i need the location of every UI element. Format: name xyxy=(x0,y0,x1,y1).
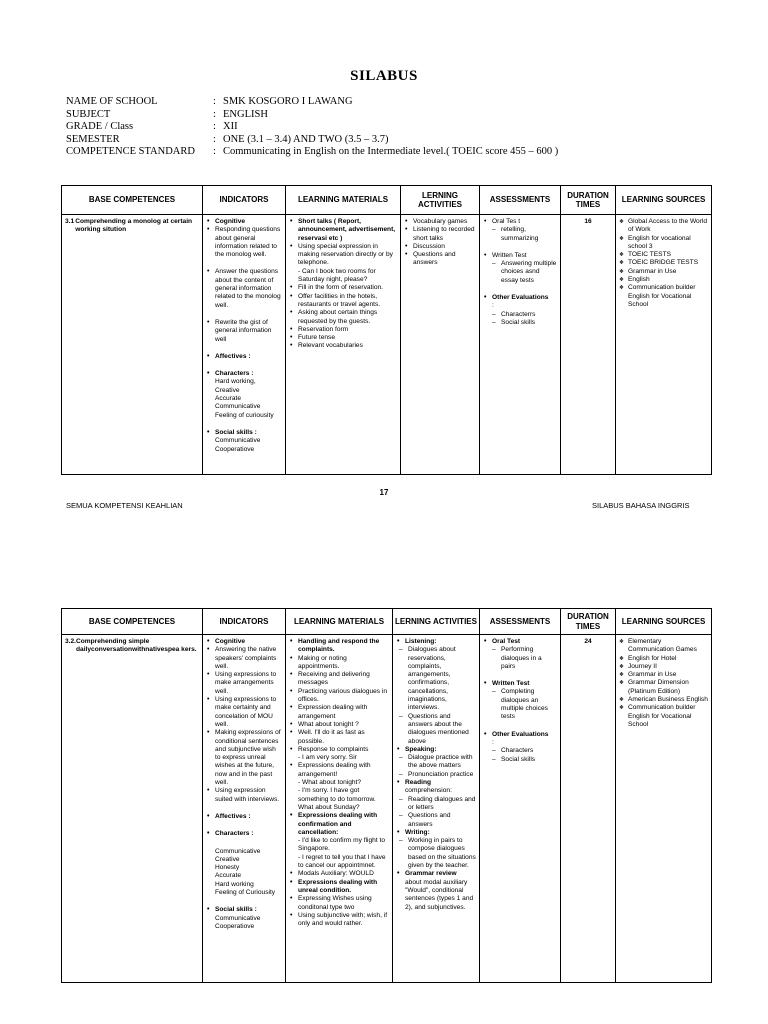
source-item: ❖ American Business English xyxy=(619,696,708,704)
material-item: • Practicing various dialogues in offices. xyxy=(289,688,389,705)
social-item: Cooperatiove xyxy=(215,922,255,930)
activity-heading: • Reading xyxy=(396,779,476,787)
info-value: ENGLISH xyxy=(223,108,268,120)
source-item: ❖ Global Access to the World of Work xyxy=(619,218,708,235)
assessment-detail: – Completing dialoques an multiple choices tests xyxy=(483,688,557,721)
info-label: NAME OF SCHOOL xyxy=(66,96,158,107)
character-item: Feeling of curiousity xyxy=(215,411,274,419)
header-indicators: INDICATORS xyxy=(203,186,286,215)
assessment-detail: – Social skills xyxy=(483,319,557,327)
info-label: SUBJECT xyxy=(66,108,111,120)
material-example: - I am very sorry. Sir xyxy=(298,754,357,762)
indicator-item: • Rewrite the gist of general information well xyxy=(206,319,282,344)
material-item: • Reservation form xyxy=(289,326,397,334)
info-colon: : xyxy=(213,108,216,120)
material-item: • Using subjunctive with; wish, if only and would rather. xyxy=(289,912,389,929)
assessment-item: • Written Test xyxy=(483,680,557,688)
competence-number: 3.2. xyxy=(65,638,76,645)
activity-heading: • Writing: xyxy=(396,829,476,837)
indicator-item: • Using expression suited with interviews. xyxy=(206,787,282,804)
header-duration-times: DURATION TIMES xyxy=(561,186,616,215)
table-row xyxy=(62,635,712,983)
indicator-heading: • Characters : xyxy=(206,830,282,838)
info-colon: : xyxy=(213,133,216,145)
assessment-item: • Other Evaluations xyxy=(483,731,557,739)
header-learning-sources: LEARNING SOURCES xyxy=(616,609,712,635)
indicator-heading: • Social skills : xyxy=(206,906,282,914)
assessment-detail: – Answering multiple choices asnd essay tests xyxy=(483,260,557,285)
assessment-colon: : xyxy=(492,302,494,310)
activity-item: – Dialogue practice with the above matters xyxy=(396,754,476,771)
table-header-row xyxy=(62,186,712,215)
character-item: Hard working, xyxy=(215,378,256,386)
character-item: Accurate xyxy=(215,872,242,880)
source-item: ❖ English xyxy=(619,276,708,284)
footer-left: SEMUA KOMPETENSI KEAHLIAN xyxy=(66,501,183,510)
competence-text: Comprehending simple dailyconversationwithnativespea kers. xyxy=(76,638,197,654)
indicator-heading: • Cognitive xyxy=(206,218,282,226)
activity-item: • Listening to recorded short talks xyxy=(404,226,476,243)
activity-item: – Questions and answers xyxy=(396,812,476,829)
base-competence-cell xyxy=(62,215,203,475)
header-info xyxy=(66,96,558,159)
header-assessments: ASSESSMENTS xyxy=(480,609,561,635)
syllabus-table-2 xyxy=(61,608,712,983)
activity-item: – Working in pairs to compose dialogues based on the situations given by the teacher. xyxy=(396,837,476,870)
material-example: - I'm sorry. I have got something to do tomorrow. What about Sunday? xyxy=(298,787,376,811)
assessment-colon: : xyxy=(492,738,494,746)
character-item: Feeling of Curiousity xyxy=(215,889,276,897)
social-item: Communicative xyxy=(215,437,261,445)
activity-item: • Vocabulary games xyxy=(404,218,476,226)
info-semester xyxy=(66,134,558,147)
source-item: ❖ Elementary Communication Games xyxy=(619,638,708,655)
activities-cell xyxy=(401,215,480,475)
indicator-heading: • Social skills : xyxy=(206,429,282,437)
info-value: Communicating in English on the Intermediate level.( TOEIC score 455 – 600 ) xyxy=(223,146,559,158)
character-item: Communicative xyxy=(215,847,261,855)
assessment-item: • Oral Tes t xyxy=(483,218,557,226)
social-item: Cooperatiove xyxy=(215,445,255,453)
info-colon: : xyxy=(213,96,216,107)
material-example: - Can I book two rooms for Saturday night, please? xyxy=(298,267,376,284)
source-item: ❖ Communication builder English for Vocational School xyxy=(619,704,708,729)
activity-item: – Dialogues about reservations, complaints, arrangements, confirmations, cancellations, imaginations, interviews. xyxy=(396,646,476,712)
material-item: • Asking about certain things requested by the guests. xyxy=(289,309,397,326)
materials-cell xyxy=(286,215,401,475)
character-item: Creative xyxy=(215,855,240,863)
character-item: Hard working xyxy=(215,880,254,888)
base-competence-cell xyxy=(62,635,203,983)
competence-number: 3.1 xyxy=(65,218,75,225)
info-colon: : xyxy=(213,121,216,133)
material-item: • Expressions dealing with arrangement! xyxy=(289,762,389,779)
duration-cell: 16 xyxy=(561,215,616,475)
material-item: • Handling and respond the complaints. xyxy=(289,638,389,655)
activity-item: – Questions and answers about the dialogues mentioned above xyxy=(396,713,476,746)
assessments-cell xyxy=(480,215,561,475)
materials-cell xyxy=(286,635,393,983)
header-base-competences: BASE COMPETENCES xyxy=(62,609,203,635)
table-row xyxy=(62,215,712,475)
material-item: • Modals Auxiliary: WOULD xyxy=(289,870,389,878)
source-item: ❖ English for Hotel xyxy=(619,655,708,663)
activity-subheading: comprehension: xyxy=(405,787,452,795)
source-item: ❖ TOEIC TESTS xyxy=(619,251,708,259)
material-example: - What about tonight? xyxy=(298,779,362,787)
indicator-item: • Using expressions to make arrangements well. xyxy=(206,671,282,696)
material-example: - I'd like to confirm my flight to Singapore. xyxy=(298,837,386,853)
info-value: SMK KOSGORO I LAWANG xyxy=(223,96,353,107)
header-indicators: INDICATORS xyxy=(203,609,286,635)
header-learning-activities: LERNING ACTIVITIES xyxy=(393,609,480,635)
info-label: COMPETENCE STANDARD xyxy=(66,146,195,158)
assessment-item: • Written Test xyxy=(483,252,557,260)
material-example: - I regret to tell you that I have to cancel our appointmnet. xyxy=(298,853,386,870)
activity-heading: • Listening: xyxy=(396,638,476,646)
assessment-detail: – Performing dialoques in a pairs xyxy=(483,646,557,671)
character-item: Communicative xyxy=(215,403,261,411)
material-item: • Offer facilities in the hotels, restaurants or travel agents. xyxy=(289,293,397,310)
material-item: • Expression dealing with arrangement xyxy=(289,704,389,721)
assessment-detail: – retelling, summarizing xyxy=(483,226,557,243)
material-item: • Expressions dealing with unreal condition. xyxy=(289,879,389,896)
material-item: • Relevant vocabularies xyxy=(289,342,397,350)
info-label: GRADE / Class xyxy=(66,121,134,133)
indicator-heading: • Affectives : xyxy=(206,353,282,361)
table-header-row xyxy=(62,609,712,635)
source-item: ❖ Journey II xyxy=(619,663,708,671)
activity-heading: • Grammar review xyxy=(396,870,476,878)
activities-cell xyxy=(393,635,480,983)
info-subject xyxy=(66,109,558,122)
activity-item: about modal auxiliary "Would", conditional sentences (types 1 and 2), and subjunctives. xyxy=(405,878,474,911)
indicator-item: • Answer the questions about the content of general information related to the monolog well. xyxy=(206,268,282,309)
assessment-detail: – Characters xyxy=(483,747,557,755)
info-grade xyxy=(66,121,558,134)
assessment-detail: – Characterrs xyxy=(483,311,557,319)
footer-right: SILABUS BAHASA INGGRIS xyxy=(592,501,690,510)
header-learning-sources: LEARNING SOURCES xyxy=(616,186,712,215)
info-value: ONE (3.1 – 3.4) AND TWO (3.5 – 3.7) xyxy=(223,133,389,145)
source-item: ❖ Grammar in Use xyxy=(619,671,708,679)
page-number: 17 xyxy=(379,488,389,497)
indicator-item: • Using expressions to make certainty and concelation of MOU well. xyxy=(206,696,282,729)
syllabus-table-1 xyxy=(61,185,712,475)
indicator-item: • Responding questions about general information related to the monolog well. xyxy=(206,226,282,259)
indicator-heading: • Characters : xyxy=(206,370,282,378)
header-learning-materials: LEARNING MATERIALS xyxy=(286,609,393,635)
header-assessments: ASSESSMENTS xyxy=(480,186,561,215)
info-colon: : xyxy=(213,146,216,158)
character-item: Accurate xyxy=(215,395,242,403)
material-item: • Well. I'll do it as fast as possible. xyxy=(289,729,389,746)
header-duration-times: DURATION TIMES xyxy=(561,609,616,635)
assessments-cell xyxy=(480,635,561,983)
material-item: • Short talks ( Report, announcement, advertisement, reservasi etc ) xyxy=(289,218,397,243)
material-item: • Using special expression in making reservation directly or by telephone. xyxy=(289,243,397,268)
competence-text: Comprehending a monolog at certain working sitution xyxy=(75,218,193,234)
source-item: ❖ English for vocational school 3 xyxy=(619,235,708,252)
source-item: ❖ Grammar Dimension (Platinum Edition) xyxy=(619,679,708,696)
activity-item: • Questions and answers xyxy=(404,251,476,268)
activity-item: • Discussion xyxy=(404,243,476,251)
activity-heading: • Speaking: xyxy=(396,746,476,754)
source-item: ❖ Grammar in Use xyxy=(619,268,708,276)
assessment-item: • Other Evaluations xyxy=(483,294,557,302)
character-item: Creative xyxy=(215,386,240,394)
activity-item: – Pronunciation practice xyxy=(396,771,476,779)
header-learning-activities: LERNING ACTIVITIES xyxy=(401,186,480,215)
source-item: ❖ Communication builder English for Vocational School xyxy=(619,284,708,309)
material-item: • Receiving and delivering messages xyxy=(289,671,389,688)
info-school xyxy=(66,96,558,109)
indicator-heading: • Cognitive xyxy=(206,638,282,646)
indicator-heading: • Affectives : xyxy=(206,813,282,821)
duration-cell: 24 xyxy=(561,635,616,983)
material-item: • Expressions dealing with confirmation and cancellation: xyxy=(289,812,389,837)
sources-cell xyxy=(616,635,712,983)
material-item: • Expressing Wishes using conditonal type two xyxy=(289,895,389,912)
indicators-cell xyxy=(203,215,286,475)
source-item: ❖ TOEIC BRIDGE TESTS xyxy=(619,259,708,267)
indicators-cell xyxy=(203,635,286,983)
indicator-item: • Answering the native speakers' complaints well. xyxy=(206,646,282,671)
indicator-item: • Making expressions of conditional sentences and subjunctive wish to express unreal wishes at the future, now and in the past well. xyxy=(206,729,282,787)
header-learning-materials: LEARNING MATERIALS xyxy=(286,186,401,215)
social-item: Communicative xyxy=(215,914,261,922)
header-base-competences: BASE COMPETENCES xyxy=(62,186,203,215)
page-title: SILABUS xyxy=(350,68,418,84)
info-label: SEMESTER xyxy=(66,133,120,145)
material-item: • Future tense xyxy=(289,334,397,342)
activity-item: – Reading dialogues and or letters xyxy=(396,796,476,813)
sources-cell xyxy=(616,215,712,475)
character-item: Honesty xyxy=(215,864,240,872)
material-item: • Making or noting appointments. xyxy=(289,655,389,672)
info-value: XII xyxy=(223,121,238,133)
material-item: • Response to complaints xyxy=(289,746,389,754)
info-competence xyxy=(66,146,558,159)
material-item: • What about tonight ? xyxy=(289,721,389,729)
assessment-item: • Oral Test xyxy=(483,638,557,646)
material-item: • Fill in the form of reservation. xyxy=(289,284,397,292)
assessment-detail: – Social skills xyxy=(483,756,557,764)
